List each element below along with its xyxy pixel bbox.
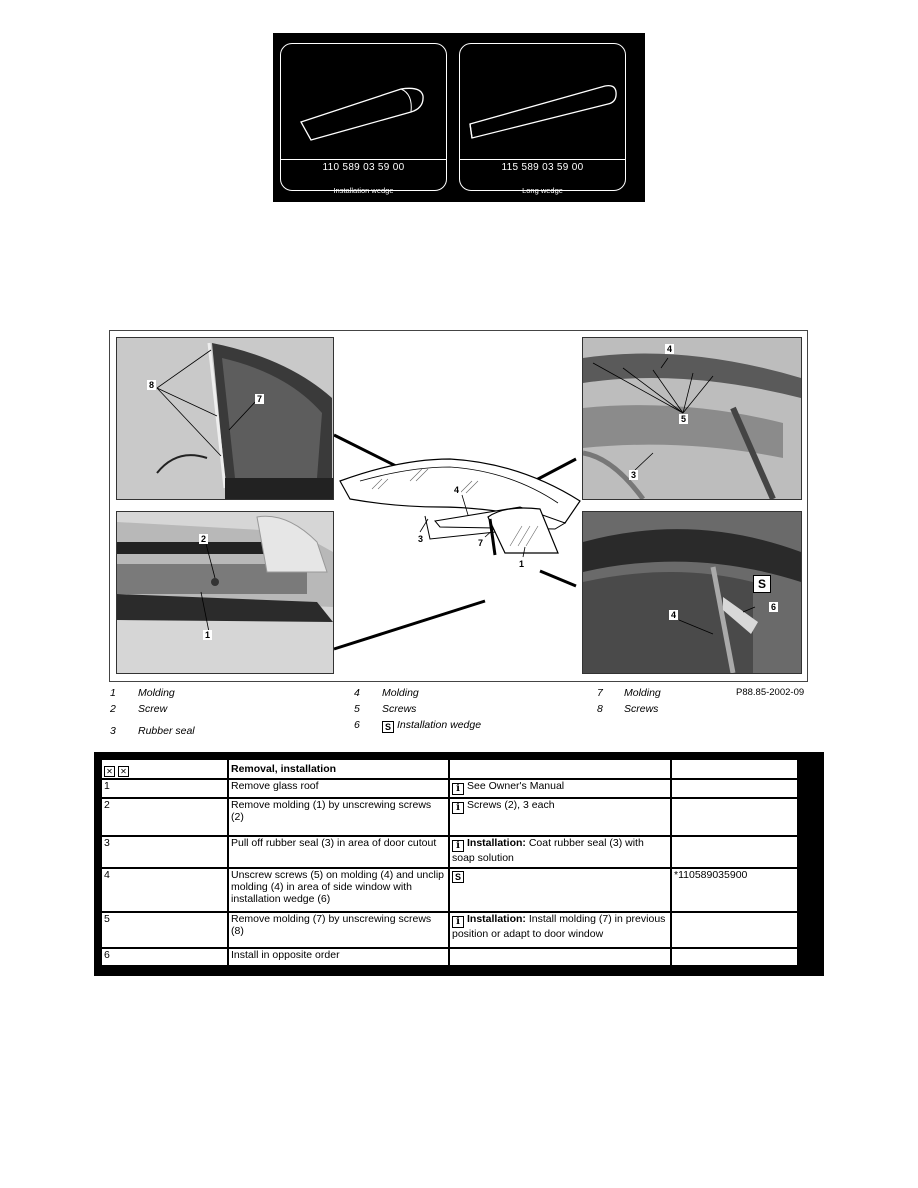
tool-part-number: 110 589 03 59 00 [322, 162, 405, 173]
photo-side-window-molding [116, 337, 334, 500]
procedure-table-grid [100, 758, 799, 967]
step-number: 1 [102, 780, 227, 797]
step-number: 2 [102, 799, 227, 835]
info-icon: i [452, 802, 464, 814]
info-icon: i [452, 783, 464, 795]
legend-label: Screws [382, 703, 417, 715]
tool-name: Long wedge [522, 186, 563, 195]
legend-item-6 [382, 719, 481, 733]
callout-3-center: 3 [418, 534, 424, 544]
procedure-table [94, 752, 824, 976]
step-action: Install in opposite order [229, 949, 448, 965]
callout-1: 1 [205, 630, 211, 640]
legend-num: 5 [354, 703, 360, 715]
step-note: i Installation: Coat rubber seal (3) with soap solution [450, 837, 670, 867]
step-number: 3 [102, 837, 227, 867]
callout-4: 4 [667, 344, 673, 354]
table-row [102, 799, 797, 835]
callout-4: 4 [671, 610, 677, 620]
removal-icon: ✕ [104, 766, 115, 777]
roof-molding-photo [583, 338, 801, 499]
table-row [102, 780, 797, 797]
callout-3: 3 [631, 470, 637, 480]
callout-7: 7 [257, 394, 263, 404]
part-number: *110589035900 [672, 869, 797, 911]
callout-7-center: 7 [478, 538, 484, 548]
callout-2: 2 [201, 534, 207, 544]
tool-card-long-wedge [459, 43, 626, 195]
photo-installation-wedge [582, 511, 802, 674]
photo-molding-screw [116, 511, 334, 674]
table-row [102, 837, 797, 867]
step-action: Remove molding (7) by unscrewing screws (8) [229, 913, 448, 947]
molding-screw-photo [117, 512, 333, 673]
legend-label: Installation wedge [397, 719, 482, 731]
legend-num: 6 [354, 719, 360, 731]
table-header-icons [102, 760, 227, 778]
legend-label: Screws [624, 703, 659, 715]
legend-num: 8 [597, 703, 603, 715]
info-icon: i [452, 840, 464, 852]
table-row [102, 869, 797, 911]
table-header-row [102, 760, 797, 778]
special-tool-icon: S [753, 575, 771, 593]
callout-1-center: 1 [519, 559, 525, 569]
step-note: i Screws (2), 3 each [450, 799, 670, 835]
installation-wedge-drawing [281, 44, 448, 159]
special-tool-icon: S [452, 871, 464, 883]
glass-roof-molding-figure [109, 330, 808, 682]
photo-roof-molding-screws [582, 337, 802, 500]
step-action: Remove glass roof [229, 780, 448, 797]
legend-num: 2 [110, 703, 116, 715]
callout-5: 5 [681, 414, 687, 424]
step-note: i See Owner's Manual [450, 780, 670, 797]
installation-icon: ✕ [118, 766, 129, 777]
step-number: 5 [102, 913, 227, 947]
long-wedge-drawing [460, 44, 627, 159]
legend-label: Molding [624, 687, 661, 699]
legend-num: 3 [110, 725, 116, 737]
callout-6: 6 [771, 602, 777, 612]
special-tools-figure [273, 33, 645, 202]
callout-4-center: 4 [454, 485, 460, 495]
legend-num: 4 [354, 687, 360, 699]
tool-name: Installation wedge [333, 186, 394, 195]
legend-num: 7 [597, 687, 603, 699]
step-action: Pull off rubber seal (3) in area of door cutout [229, 837, 448, 867]
step-note: i Installation: Install molding (7) in previous position or adapt to door window [450, 913, 670, 947]
legend-label: Screw [138, 703, 168, 715]
step-action: Unscrew screws (5) on molding (4) and unclip molding (4) in area of side window with installation wedge (6) [229, 869, 448, 911]
step-number: 4 [102, 869, 227, 911]
legend-label: Molding [382, 687, 419, 699]
table-row [102, 913, 797, 947]
step-number: 6 [102, 949, 227, 965]
side-window-photo [117, 338, 333, 499]
figure-id: P88.85-2002-09 [736, 687, 805, 698]
step-action: Remove molding (1) by unscrewing screws (2) [229, 799, 448, 835]
info-icon: i [452, 916, 464, 928]
callout-8: 8 [149, 380, 155, 390]
table-row [102, 949, 797, 965]
legend-num: 1 [110, 687, 116, 699]
legend-label: Rubber seal [138, 725, 195, 737]
table-header-title: Removal, installation [229, 760, 448, 778]
step-note [450, 869, 670, 911]
tool-card-installation-wedge [280, 43, 447, 195]
special-tool-icon: S [382, 721, 394, 733]
legend-label: Molding [138, 687, 175, 699]
tool-part-number: 115 589 03 59 00 [501, 162, 584, 173]
